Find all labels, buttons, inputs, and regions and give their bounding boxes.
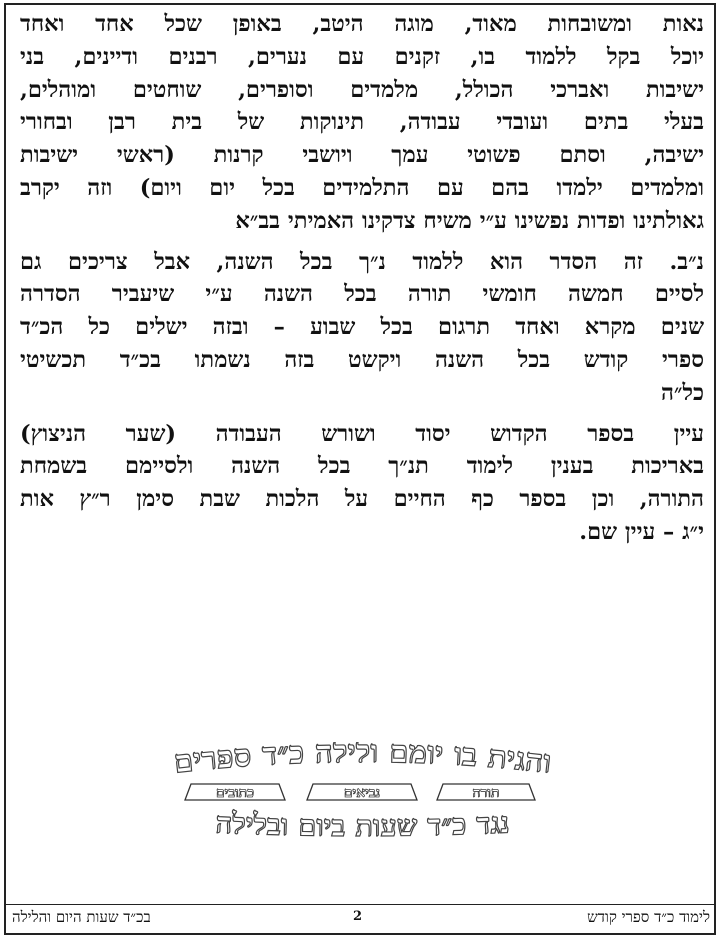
book-label: תורה [472, 785, 500, 801]
text-line: שנים מקרא ואחד תרגום בכל שבוע – ובזה ישלים כל הכ״ד [20, 314, 704, 341]
text-line: ישיבה, וסתם פשוטי עמך ויושבי קרנות (ראשי ישיבות [20, 142, 704, 169]
footer-title: לימוד כ״ד ספרי קודש [587, 908, 710, 926]
book-label: כתובים [215, 785, 255, 801]
text-line: גאולתינו ופדות נפשינו ע״י משיח צדקינו האמיתי בב״א [235, 207, 704, 234]
book-labels [185, 784, 535, 801]
text-line: יוכל בקל ללמוד בו, זקנים עם נערים, רבנים ודיינים, בני [20, 43, 704, 70]
text-line: לסיים חמשה חומשי תורה בכל השנה ע״י שיעביר הסדרה [20, 281, 704, 308]
body-text [20, 8, 704, 549]
page-footer [12, 908, 710, 930]
banner-top-line: והגית בו יומם ולילה כ״ד ספרים [171, 742, 554, 781]
text-line: התורה, וכן בספר כף החיים על הלכות שבת סימן ר״ץ אות [20, 486, 704, 513]
text-line: נאות ומשובחות מאוד, מוגה היטב, באופן שכל אחד ואחד [20, 11, 704, 37]
text-line: נ״ב. זה הסדר הוא ללמוד נ״ך בכל השנה, אבל צריכים גם [20, 248, 704, 275]
text-line: ומלמדים ילמדו בהם עם התלמידים בכל יום ויום) וזה יקרב [20, 174, 704, 201]
text-line: כל״ה [660, 379, 704, 406]
text-line: באריכות בענין לימוד תנ״ך בכל השנה ולסיימם בשמחת [20, 453, 704, 480]
footer-divider [6, 904, 714, 905]
text-line: י״ג – עיין שם. [579, 518, 704, 545]
paragraph-3 [20, 418, 704, 549]
text-line: בעלי בתים ועובדי עבודה, תינוקות של בית רבן ובחורי [20, 109, 704, 136]
decorative-banner [75, 742, 650, 850]
text-line: ספרי קודש בכל השנה ויקשט בזה נשמתו בכ״ד תכשיטי [20, 346, 704, 373]
paragraph-2 [20, 246, 704, 410]
banner-bottom-line: נגד כ״ד שעות ביום ובלילה [214, 805, 511, 844]
text-line: ישיבות ואברכי הכולל, מלמדים וסופרים, שוחטים ומוהלים, [20, 76, 704, 103]
paragraph-1 [20, 8, 704, 238]
text-line: עיין בספר הקדוש יסוד ושורש העבודה (שער הניצוץ) [20, 420, 704, 447]
page-number: 2 [353, 909, 363, 924]
footer-subtitle: בכ״ד שעות היום והלילה [12, 908, 151, 926]
banner-graphic [75, 742, 650, 850]
book-label: נביאים [343, 785, 381, 801]
